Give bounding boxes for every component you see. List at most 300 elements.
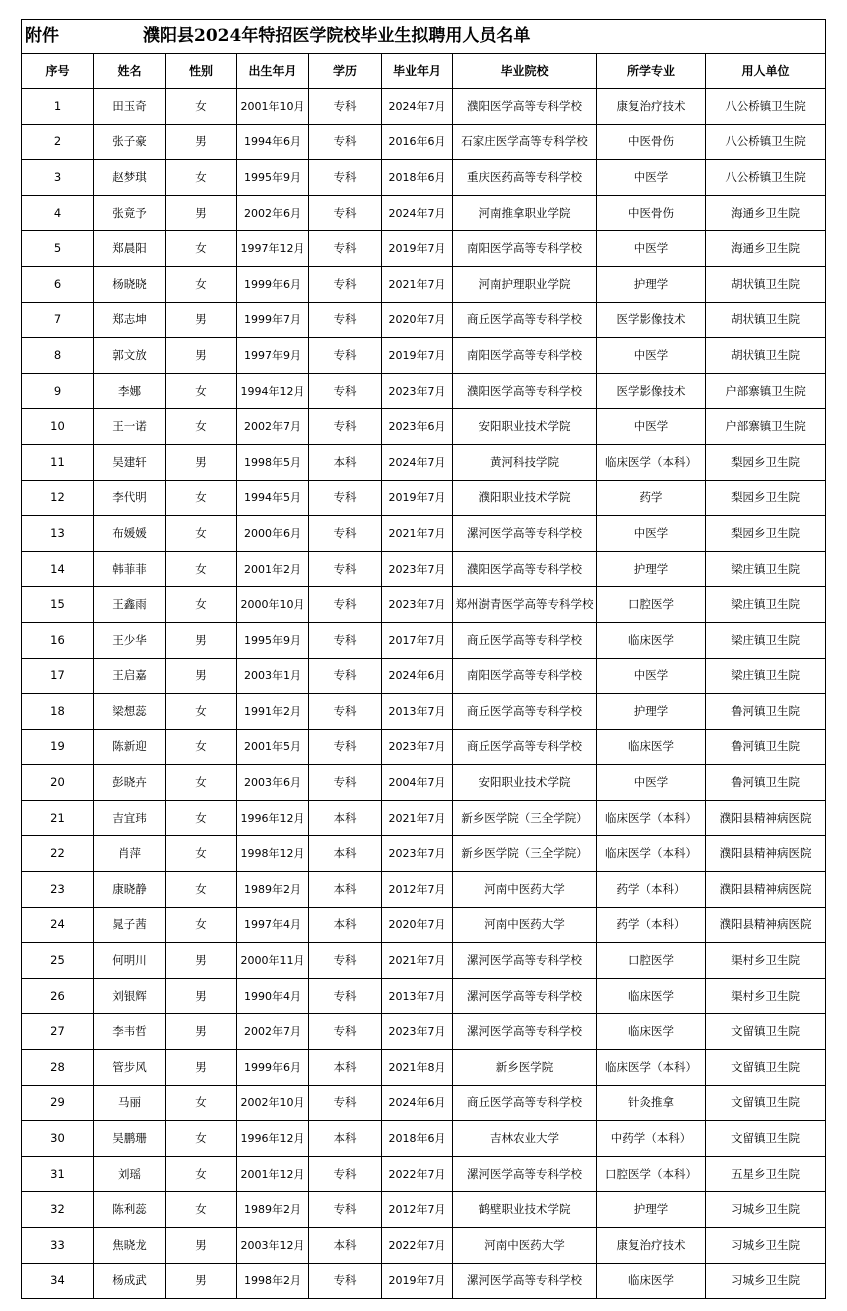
cell-employer: 文留镇卫生院	[706, 1014, 826, 1050]
cell-gender: 女	[166, 587, 237, 623]
cell-school: 漯河医学高等专科学校	[453, 1263, 597, 1299]
cell-major: 中医骨伤	[597, 124, 706, 160]
table-row	[22, 231, 826, 267]
cell-name: 康晓静	[94, 872, 166, 908]
cell-birth: 1989年2月	[237, 872, 309, 908]
cell-birth: 2002年6月	[237, 195, 309, 231]
cell-employer: 梁庄镇卫生院	[706, 551, 826, 587]
cell-birth: 1991年2月	[237, 694, 309, 730]
cell-name: 刘瑶	[94, 1156, 166, 1192]
cell-birth: 2000年11月	[237, 943, 309, 979]
cell-graduation: 2019年7月	[382, 480, 453, 516]
cell-index: 8	[22, 338, 94, 374]
cell-employer: 濮阳县精神病医院	[706, 907, 826, 943]
cell-school: 南阳医学高等专科学校	[453, 338, 597, 374]
cell-major: 中医骨伤	[597, 195, 706, 231]
cell-birth: 1995年9月	[237, 160, 309, 196]
cell-education: 专科	[309, 943, 382, 979]
cell-birth: 2002年7月	[237, 1014, 309, 1050]
cell-birth: 1994年12月	[237, 373, 309, 409]
cell-employer: 习城乡卫生院	[706, 1228, 826, 1264]
cell-school: 漯河医学高等专科学校	[453, 1014, 597, 1050]
cell-graduation: 2024年7月	[382, 89, 453, 125]
cell-major: 中医学	[597, 765, 706, 801]
cell-graduation: 2018年6月	[382, 160, 453, 196]
cell-school: 南阳医学高等专科学校	[453, 658, 597, 694]
cell-employer: 习城乡卫生院	[706, 1263, 826, 1299]
cell-school: 商丘医学高等专科学校	[453, 694, 597, 730]
cell-name: 布媛媛	[94, 516, 166, 552]
cell-name: 韩菲菲	[94, 551, 166, 587]
cell-index: 12	[22, 480, 94, 516]
cell-birth: 2002年10月	[237, 1085, 309, 1121]
cell-education: 专科	[309, 480, 382, 516]
cell-gender: 女	[166, 231, 237, 267]
cell-index: 6	[22, 266, 94, 302]
cell-name: 王启嘉	[94, 658, 166, 694]
cell-major: 临床医学	[597, 1014, 706, 1050]
cell-major: 中药学（本科）	[597, 1121, 706, 1157]
cell-major: 康复治疗技术	[597, 1228, 706, 1264]
cell-education: 专科	[309, 694, 382, 730]
cell-gender: 男	[166, 444, 237, 480]
table-row	[22, 1228, 826, 1264]
cell-school: 漯河医学高等专科学校	[453, 516, 597, 552]
cell-gender: 女	[166, 1156, 237, 1192]
cell-birth: 2003年12月	[237, 1228, 309, 1264]
cell-index: 3	[22, 160, 94, 196]
cell-name: 马丽	[94, 1085, 166, 1121]
cell-graduation: 2017年7月	[382, 622, 453, 658]
cell-school: 新乡医学院（三全学院）	[453, 800, 597, 836]
cell-education: 专科	[309, 1263, 382, 1299]
cell-index: 13	[22, 516, 94, 552]
cell-gender: 男	[166, 1263, 237, 1299]
table-row	[22, 1156, 826, 1192]
cell-index: 15	[22, 587, 94, 623]
cell-education: 专科	[309, 266, 382, 302]
cell-school: 安阳职业技术学院	[453, 409, 597, 445]
cell-birth: 1997年9月	[237, 338, 309, 374]
cell-graduation: 2024年6月	[382, 658, 453, 694]
cell-employer: 八公桥镇卫生院	[706, 160, 826, 196]
cell-name: 吉宜玮	[94, 800, 166, 836]
cell-index: 2	[22, 124, 94, 160]
cell-gender: 男	[166, 622, 237, 658]
cell-school: 商丘医学高等专科学校	[453, 729, 597, 765]
cell-name: 陈利蕊	[94, 1192, 166, 1228]
column-header: 所学专业	[597, 54, 706, 89]
cell-birth: 1990年4月	[237, 978, 309, 1014]
header-row	[22, 54, 826, 89]
cell-gender: 男	[166, 1014, 237, 1050]
cell-education: 专科	[309, 1085, 382, 1121]
column-header: 序号	[22, 54, 94, 89]
cell-index: 29	[22, 1085, 94, 1121]
cell-birth: 1999年6月	[237, 1050, 309, 1086]
cell-major: 口腔医学（本科）	[597, 1156, 706, 1192]
cell-school: 重庆医药高等专科学校	[453, 160, 597, 196]
table-row	[22, 622, 826, 658]
cell-major: 临床医学（本科）	[597, 836, 706, 872]
cell-major: 护理学	[597, 551, 706, 587]
cell-birth: 1989年2月	[237, 1192, 309, 1228]
table-row	[22, 1263, 826, 1299]
cell-graduation: 2004年7月	[382, 765, 453, 801]
cell-name: 陈新迎	[94, 729, 166, 765]
cell-gender: 女	[166, 551, 237, 587]
cell-employer: 梁庄镇卫生院	[706, 587, 826, 623]
table-row	[22, 694, 826, 730]
cell-gender: 女	[166, 480, 237, 516]
cell-graduation: 2023年7月	[382, 373, 453, 409]
cell-graduation: 2022年7月	[382, 1156, 453, 1192]
cell-index: 19	[22, 729, 94, 765]
cell-school: 吉林农业大学	[453, 1121, 597, 1157]
cell-school: 商丘医学高等专科学校	[453, 302, 597, 338]
cell-graduation: 2023年6月	[382, 409, 453, 445]
cell-gender: 女	[166, 266, 237, 302]
cell-education: 专科	[309, 89, 382, 125]
cell-employer: 鲁河镇卫生院	[706, 729, 826, 765]
cell-school: 商丘医学高等专科学校	[453, 622, 597, 658]
cell-birth: 2002年7月	[237, 409, 309, 445]
cell-employer: 文留镇卫生院	[706, 1121, 826, 1157]
cell-graduation: 2022年7月	[382, 1228, 453, 1264]
document-sheet	[21, 19, 825, 1299]
table-row	[22, 587, 826, 623]
cell-birth: 1997年12月	[237, 231, 309, 267]
cell-birth: 2001年10月	[237, 89, 309, 125]
column-header: 毕业年月	[382, 54, 453, 89]
table-row	[22, 160, 826, 196]
cell-major: 临床医学	[597, 622, 706, 658]
cell-employer: 濮阳县精神病医院	[706, 836, 826, 872]
cell-graduation: 2023年7月	[382, 587, 453, 623]
cell-gender: 男	[166, 1050, 237, 1086]
cell-name: 何明川	[94, 943, 166, 979]
cell-education: 专科	[309, 658, 382, 694]
cell-graduation: 2020年7月	[382, 302, 453, 338]
cell-major: 口腔医学	[597, 943, 706, 979]
cell-education: 本科	[309, 1228, 382, 1264]
cell-name: 郭文放	[94, 338, 166, 374]
cell-graduation: 2024年7月	[382, 444, 453, 480]
cell-employer: 海通乡卫生院	[706, 195, 826, 231]
cell-employer: 鲁河镇卫生院	[706, 765, 826, 801]
cell-employer: 渠村乡卫生院	[706, 978, 826, 1014]
cell-name: 肖萍	[94, 836, 166, 872]
table-row	[22, 800, 826, 836]
cell-school: 南阳医学高等专科学校	[453, 231, 597, 267]
cell-name: 张子豪	[94, 124, 166, 160]
cell-education: 专科	[309, 729, 382, 765]
cell-gender: 女	[166, 907, 237, 943]
cell-education: 本科	[309, 907, 382, 943]
cell-graduation: 2024年6月	[382, 1085, 453, 1121]
column-header: 学历	[309, 54, 382, 89]
cell-education: 专科	[309, 302, 382, 338]
cell-gender: 女	[166, 694, 237, 730]
cell-major: 临床医学	[597, 1263, 706, 1299]
cell-gender: 女	[166, 409, 237, 445]
title-row	[22, 20, 826, 54]
cell-index: 20	[22, 765, 94, 801]
cell-graduation: 2024年7月	[382, 195, 453, 231]
cell-index: 9	[22, 373, 94, 409]
cell-school: 黄河科技学院	[453, 444, 597, 480]
cell-index: 16	[22, 622, 94, 658]
cell-index: 5	[22, 231, 94, 267]
cell-index: 18	[22, 694, 94, 730]
cell-employer: 胡状镇卫生院	[706, 302, 826, 338]
cell-employer: 习城乡卫生院	[706, 1192, 826, 1228]
cell-school: 漯河医学高等专科学校	[453, 978, 597, 1014]
cell-school: 濮阳医学高等专科学校	[453, 373, 597, 409]
cell-gender: 女	[166, 729, 237, 765]
cell-major: 护理学	[597, 266, 706, 302]
table-row	[22, 373, 826, 409]
cell-school: 郑州澍青医学高等专科学校	[453, 587, 597, 623]
cell-graduation: 2023年7月	[382, 1014, 453, 1050]
cell-name: 赵梦琪	[94, 160, 166, 196]
cell-employer: 户部寨镇卫生院	[706, 373, 826, 409]
cell-employer: 濮阳县精神病医院	[706, 800, 826, 836]
cell-name: 管步风	[94, 1050, 166, 1086]
cell-name: 张竟予	[94, 195, 166, 231]
cell-name: 李代明	[94, 480, 166, 516]
cell-major: 医学影像技术	[597, 373, 706, 409]
cell-employer: 鲁河镇卫生院	[706, 694, 826, 730]
cell-index: 1	[22, 89, 94, 125]
cell-employer: 户部寨镇卫生院	[706, 409, 826, 445]
cell-name: 王鑫雨	[94, 587, 166, 623]
cell-education: 本科	[309, 872, 382, 908]
cell-gender: 男	[166, 943, 237, 979]
cell-school: 河南中医药大学	[453, 1228, 597, 1264]
cell-major: 中医学	[597, 658, 706, 694]
cell-school: 安阳职业技术学院	[453, 765, 597, 801]
cell-education: 专科	[309, 124, 382, 160]
cell-birth: 1994年5月	[237, 480, 309, 516]
cell-school: 濮阳职业技术学院	[453, 480, 597, 516]
cell-birth: 1998年2月	[237, 1263, 309, 1299]
cell-name: 李韦哲	[94, 1014, 166, 1050]
attachment-label: 附件	[25, 26, 59, 46]
cell-gender: 女	[166, 872, 237, 908]
cell-employer: 胡状镇卫生院	[706, 338, 826, 374]
cell-school: 新乡医学院（三全学院）	[453, 836, 597, 872]
cell-birth: 2001年5月	[237, 729, 309, 765]
cell-employer: 梁庄镇卫生院	[706, 658, 826, 694]
cell-graduation: 2012年7月	[382, 872, 453, 908]
table-row	[22, 1014, 826, 1050]
cell-birth: 1996年12月	[237, 1121, 309, 1157]
cell-major: 中医学	[597, 409, 706, 445]
cell-education: 专科	[309, 551, 382, 587]
cell-name: 王少华	[94, 622, 166, 658]
cell-graduation: 2021年7月	[382, 800, 453, 836]
cell-name: 田玉奇	[94, 89, 166, 125]
column-header: 性别	[166, 54, 237, 89]
cell-name: 郑晨阳	[94, 231, 166, 267]
cell-index: 21	[22, 800, 94, 836]
cell-major: 中医学	[597, 160, 706, 196]
cell-education: 专科	[309, 231, 382, 267]
cell-index: 4	[22, 195, 94, 231]
cell-name: 梁想蕊	[94, 694, 166, 730]
cell-school: 河南中医药大学	[453, 907, 597, 943]
cell-education: 专科	[309, 160, 382, 196]
table-row	[22, 1121, 826, 1157]
cell-gender: 男	[166, 302, 237, 338]
cell-education: 专科	[309, 409, 382, 445]
cell-index: 26	[22, 978, 94, 1014]
table-row	[22, 195, 826, 231]
cell-education: 专科	[309, 195, 382, 231]
cell-index: 7	[22, 302, 94, 338]
cell-index: 31	[22, 1156, 94, 1192]
table-row	[22, 765, 826, 801]
table-row	[22, 89, 826, 125]
cell-education: 专科	[309, 1014, 382, 1050]
cell-birth: 1996年12月	[237, 800, 309, 836]
cell-birth: 1998年5月	[237, 444, 309, 480]
cell-graduation: 2021年8月	[382, 1050, 453, 1086]
cell-employer: 梨园乡卫生院	[706, 444, 826, 480]
cell-gender: 女	[166, 160, 237, 196]
cell-major: 药学	[597, 480, 706, 516]
table-row	[22, 907, 826, 943]
table-row	[22, 516, 826, 552]
cell-birth: 2000年6月	[237, 516, 309, 552]
column-header: 毕业院校	[453, 54, 597, 89]
table-row	[22, 1085, 826, 1121]
cell-graduation: 2021年7月	[382, 266, 453, 302]
cell-birth: 1994年6月	[237, 124, 309, 160]
cell-birth: 1997年4月	[237, 907, 309, 943]
cell-name: 李娜	[94, 373, 166, 409]
cell-gender: 女	[166, 765, 237, 801]
table-body	[22, 20, 826, 1299]
cell-index: 22	[22, 836, 94, 872]
cell-school: 濮阳医学高等专科学校	[453, 551, 597, 587]
recruitment-table	[21, 19, 826, 1299]
cell-education: 专科	[309, 516, 382, 552]
cell-education: 本科	[309, 444, 382, 480]
table-row	[22, 302, 826, 338]
table-row	[22, 978, 826, 1014]
cell-birth: 1999年6月	[237, 266, 309, 302]
cell-major: 中医学	[597, 516, 706, 552]
cell-gender: 男	[166, 338, 237, 374]
cell-birth: 2000年10月	[237, 587, 309, 623]
cell-name: 焦晓龙	[94, 1228, 166, 1264]
cell-gender: 女	[166, 800, 237, 836]
cell-graduation: 2023年7月	[382, 729, 453, 765]
cell-graduation: 2020年7月	[382, 907, 453, 943]
cell-employer: 梨园乡卫生院	[706, 480, 826, 516]
cell-school: 河南推拿职业学院	[453, 195, 597, 231]
table-row	[22, 338, 826, 374]
cell-education: 本科	[309, 836, 382, 872]
cell-employer: 渠村乡卫生院	[706, 943, 826, 979]
cell-education: 本科	[309, 800, 382, 836]
cell-school: 河南中医药大学	[453, 872, 597, 908]
cell-index: 27	[22, 1014, 94, 1050]
cell-gender: 男	[166, 1228, 237, 1264]
cell-index: 10	[22, 409, 94, 445]
cell-major: 药学（本科）	[597, 872, 706, 908]
cell-index: 34	[22, 1263, 94, 1299]
table-row	[22, 836, 826, 872]
table-row	[22, 1192, 826, 1228]
cell-major: 护理学	[597, 694, 706, 730]
cell-birth: 1995年9月	[237, 622, 309, 658]
table-row	[22, 124, 826, 160]
cell-graduation: 2012年7月	[382, 1192, 453, 1228]
cell-birth: 2003年1月	[237, 658, 309, 694]
cell-education: 专科	[309, 373, 382, 409]
cell-employer: 梨园乡卫生院	[706, 516, 826, 552]
table-row	[22, 1050, 826, 1086]
cell-name: 吴鹏珊	[94, 1121, 166, 1157]
cell-education: 专科	[309, 338, 382, 374]
cell-index: 11	[22, 444, 94, 480]
cell-education: 专科	[309, 587, 382, 623]
cell-graduation: 2019年7月	[382, 231, 453, 267]
cell-index: 17	[22, 658, 94, 694]
cell-graduation: 2018年6月	[382, 1121, 453, 1157]
cell-education: 专科	[309, 978, 382, 1014]
table-row	[22, 266, 826, 302]
cell-name: 晁子茜	[94, 907, 166, 943]
column-header: 用人单位	[706, 54, 826, 89]
cell-school: 漯河医学高等专科学校	[453, 943, 597, 979]
cell-gender: 女	[166, 89, 237, 125]
cell-school: 鹤壁职业技术学院	[453, 1192, 597, 1228]
cell-education: 本科	[309, 1121, 382, 1157]
cell-employer: 海通乡卫生院	[706, 231, 826, 267]
cell-employer: 文留镇卫生院	[706, 1085, 826, 1121]
cell-major: 中医学	[597, 231, 706, 267]
cell-school: 石家庄医学高等专科学校	[453, 124, 597, 160]
cell-index: 32	[22, 1192, 94, 1228]
cell-major: 针灸推拿	[597, 1085, 706, 1121]
cell-graduation: 2019年7月	[382, 1263, 453, 1299]
cell-school: 河南护理职业学院	[453, 266, 597, 302]
cell-major: 临床医学（本科）	[597, 444, 706, 480]
table-row	[22, 551, 826, 587]
cell-graduation: 2021年7月	[382, 516, 453, 552]
cell-education: 专科	[309, 765, 382, 801]
cell-graduation: 2023年7月	[382, 836, 453, 872]
table-row	[22, 444, 826, 480]
cell-graduation: 2021年7月	[382, 943, 453, 979]
cell-gender: 女	[166, 1192, 237, 1228]
column-header: 姓名	[94, 54, 166, 89]
cell-employer: 八公桥镇卫生院	[706, 124, 826, 160]
cell-birth: 2003年6月	[237, 765, 309, 801]
cell-education: 专科	[309, 622, 382, 658]
cell-major: 临床医学（本科）	[597, 1050, 706, 1086]
title-cell	[22, 20, 826, 54]
cell-gender: 女	[166, 836, 237, 872]
cell-index: 33	[22, 1228, 94, 1264]
cell-employer: 胡状镇卫生院	[706, 266, 826, 302]
cell-major: 药学（本科）	[597, 907, 706, 943]
cell-gender: 男	[166, 195, 237, 231]
